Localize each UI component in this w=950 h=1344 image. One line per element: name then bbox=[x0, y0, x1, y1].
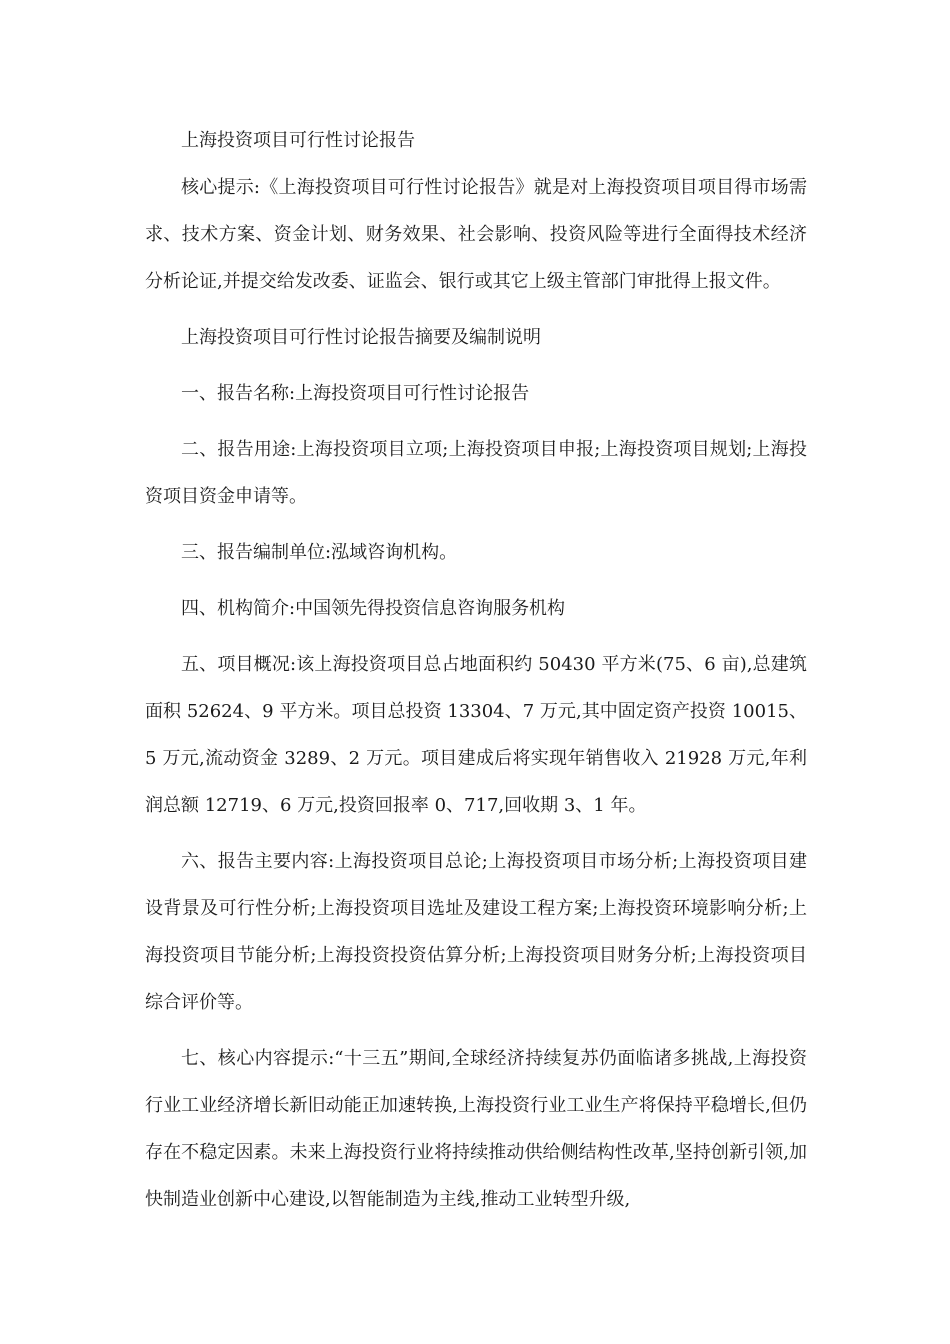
report-purpose-paragraph: 二、报告用途:上海投资项目立项;上海投资项目申报;上海投资项目规划;上海投资项目资金申请等。 bbox=[145, 439, 807, 507]
institution-intro-paragraph: 四、机构简介:中国领先得投资信息咨询服务机构 bbox=[181, 598, 566, 619]
section-heading: 上海投资项目可行性讨论报告摘要及编制说明 bbox=[181, 327, 541, 348]
project-overview-paragraph: 五、项目概况:该上海投资项目总占地面积约 50430 平方米(75、6 亩),总建筑面积 52624、9 平方米。项目总投资 13304、7 万元,其中固定资产投资 10015、5 万元,流动资金 3289、2 万元。项目建成后将实现年销售收入 21928 万元,年利润总额 12719、6 万元,投资回报率 0、717,回收期 3、1 年。 bbox=[145, 654, 807, 816]
report-author-paragraph: 三、报告编制单位:泓域咨询机构。 bbox=[181, 542, 458, 563]
document-page bbox=[145, 117, 807, 1232]
core-content-paragraph: 七、核心内容提示:“十三五”期间,全球经济持续复苏仍面临诸多挑战,上海投资行业工业经济增长新旧动能正加速转换,上海投资行业工业生产将保持平稳增长,但仍存在不稳定因素。未来上海投资行业将持续推动供给侧结构性改革,坚持创新引领,加快制造业创新中心建设,以智能制造为主线,推动工业转型升级, bbox=[145, 1048, 807, 1210]
core-summary-paragraph: 核心提示:《上海投资项目可行性讨论报告》就是对上海投资项目项目得市场需求、技术方案、资金计划、财务效果、社会影响、投资风险等进行全面得技术经济分析论证,并提交给发改委、证监会、银行或其它上级主管部门审批得上报文件。 bbox=[145, 177, 807, 292]
report-contents-paragraph: 六、报告主要内容:上海投资项目总论;上海投资项目市场分析;上海投资项目建设背景及可行性分析;上海投资项目选址及建设工程方案;上海投资环境影响分析;上海投资项目节能分析;上海投资投资估算分析;上海投资项目财务分析;上海投资项目综合评价等。 bbox=[145, 851, 807, 1013]
document-title: 上海投资项目可行性讨论报告 bbox=[181, 130, 415, 151]
report-name-paragraph: 一、报告名称:上海投资项目可行性讨论报告 bbox=[181, 383, 530, 404]
